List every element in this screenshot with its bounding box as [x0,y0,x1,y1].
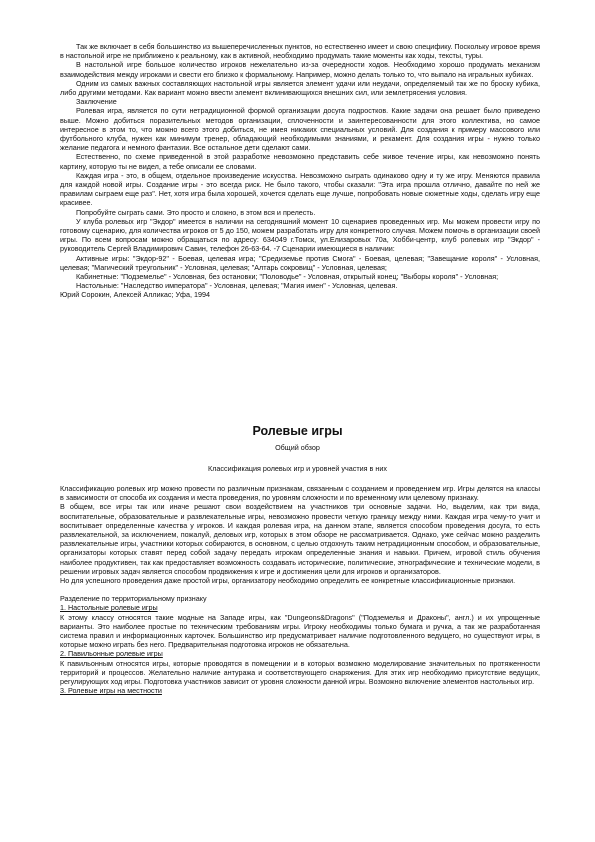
author-line: Юрий Сорокин, Алексей Алликас; Уфа, 1994 [60,290,210,300]
subsection-title: 3. Ролевые игры на местности [60,686,162,696]
subsection-heading: Разделение по территориальному признаку [60,594,207,604]
paragraph: Каждая игра - это, в общем, отдельное произведение искусства. Невозможно сыграть одинаково одну и ту же игру. Меняются правила для каждой новой игры. Создание игры - это всегда риск. Не было такого, чтобы сказали: "Эта игра прошла отлично, давайте по ней же правилам сыграем еще раз". Нет, хотя игра была хорошей, хочется сделать еще лучше, попробовать новые сюжетные ходы, сделать игру еще красивее. [60,170,540,208]
paragraph: В общем, все игры так или иначе решают свои воздействием на участников три основные задачи. Но, выделим, как три вида, воспитательные, образовательные и развлекательные игры, невозможно провести четкую границу между ними. Каждая игра чему-то учит и воспитывает определенные качества у игроков. И каждая ролевая игра, на данном этапе, является способом проведения досуга, то есть развлекательной, за исключением, пожалуй, деловых игр, которых в этом обзоре не рассматривается. Однако, уже сейчас можно разделить развлекательные игры, участники которых собираются, в основном, с целью отдохнуть таким нетрадиционным способом, и образовательные, организаторы которых ставят перед собой задачу передать игрокам определенные знания и навыки. Причем, игровой стиль обучения наиболее продуктивен, так как предоставляет возможность создавать исторические, политические, этнографические и технические модели, в решении игровых задач является способом продвижения к игре и достижения цели для игроков и организаторов. [60,502,540,576]
subsection-title: 1. Настольные ролевые игры [60,603,158,613]
paragraph: У клуба ролевых игр "Экдор" имеется в наличии на сегодняшний момент 10 сценариев проведенных игр. Мы можем провести игру по готовому сценарию, для количества игроков от 5 до 150, можем разработать игру для конкретного случая. Можем помочь в организации своей игры. По всем вопросам можно обращаться по адресу: 634049 г.Томск, ул.Елизаровых 70а, Хобби-центр, клуб ролевых игр "Экдор" - руководитель Сергей Владимирович Савин, телефон 26-63-64. -7 Сценарии имеющиеся в наличии: [60,216,540,254]
spacer [60,585,540,594]
page-title: Ролевые игры [252,424,343,438]
paragraph: К павильонным относятся игры, которые проводятся в помещении и в которых возможно моделирование значительных по протяженности территорий и процессов. Желательно наличие антуража и соответствующего снаряжения. Для этих игр необходимо присутствие ведущих, регулирующих ход игры. Подготовка участников зависит от уровня сложности данной игры. Возможно включение элементов настольных игр. [60,658,540,687]
section-heading: Классификация ролевых игр и уровней участия в них [208,464,387,473]
paragraph: Ролевая игра, является по сути нетрадиционной формой организации досуга подростков. Какие задачи она решает было приведено выше. Можно добиться поразительных методов организации, сплоченности и заинтересованности для этого коллектива, но самое интересное в этом то, что можно всего этого добиться, не имея никаких специальных условий. Для создания к примеру массового или футбольного клуба, нужен как минимум тренер, обладающий необходимыми знаниями, и рекамент. Для создания игры - нужно только желание педагога и немного фантазии. Все остальное дети сделают сами. [60,106,540,153]
paragraph: Но для успешного проведения даже простой игры, организатору необходимо определить ее конкретные классификационные признаки. [60,576,516,586]
top-section [60,42,540,300]
paragraph: Попробуйте сыграть сами. Это просто и сложно, в этом вся и прелесть. [76,207,316,217]
subsection-title: 2. Павильонные ролевые игры [60,649,163,659]
paragraph: Кабинетные: "Подземелье" - Условная, без остановки; "Половодье" - Условная, открытый конец; "Выборы короля" - Условная; [76,272,499,282]
paragraph: Естественно, по схеме приведенной в этой разработке невозможно представить себе живое течение игры, как невозможно понять картину, которую ты не видел, а тебе описали ее словами. [60,152,540,171]
paragraph: В настольной игре большое количество игроков нежелательно из-за очередности ходов. Необходимо хорошо продумать механизм взаимодействия между игроками и свести его близко к формальному. Например, можно делать только то, что выпало на игральных кубиках. [60,60,540,79]
bottom-section [60,484,540,695]
paragraph: Так же включает в себя большинство из вышеперечисленных пунктов, но естественно имеет и свою специфику. Поскольку игровое время в настольной игре не приближено к реальному, как в активной, необходимо продумать такие моменты как ходы, тексты, туры. [60,42,540,61]
paragraph: Одним из самых важных составляющих настольной игры является элемент удачи или неудачи, определяемый так же по броску кубика, либо другими методами. Как вариант можно ввести элемент вклинивающихся внешних сил, или землетрясения условия. [60,78,540,98]
paragraph: Активные игры: "Экдор-92" - Боевая, целевая игра; "Средиземье против Смога" - Боевая, целевая; "Завещание короля" - Условная, целевая; "Магический треугольник" - Условная, целевая; "Алтарь сокровищ" - Условная, целевая; [60,253,540,272]
paragraph: К этому классу относятся такие модные на Западе игры, как "Dungeons&Dragons" ("Подземелья и Драконы", англ.) и их упрощенные варианты. Это наиболее простые по техническим требованиям игры. Игроку необходимы только бумага и ручка, а так же разработанная система правил и информационных карточек. Большинство игр предусматривает наличие подготовленного ведущего, но существуют игры, в которые можно играть без него. Предварительная подготовка игроков не обязательна. [60,612,540,650]
page-subtitle: Общий обзор [275,443,320,452]
paragraph: Настольные: "Наследство императора" - Условная, целевая; "Магия имен" - Условная, целевая. [76,281,398,291]
paragraph: Классификацию ролевых игр можно провести по различным признакам, связанным с созданием и проведением игр. Игры делятся на классы в зависимости от способа их создания и места проведения, по уровням сложности и по временному или целевому признаку. [60,484,540,503]
section-title-conclusion: Заключение [76,97,117,107]
